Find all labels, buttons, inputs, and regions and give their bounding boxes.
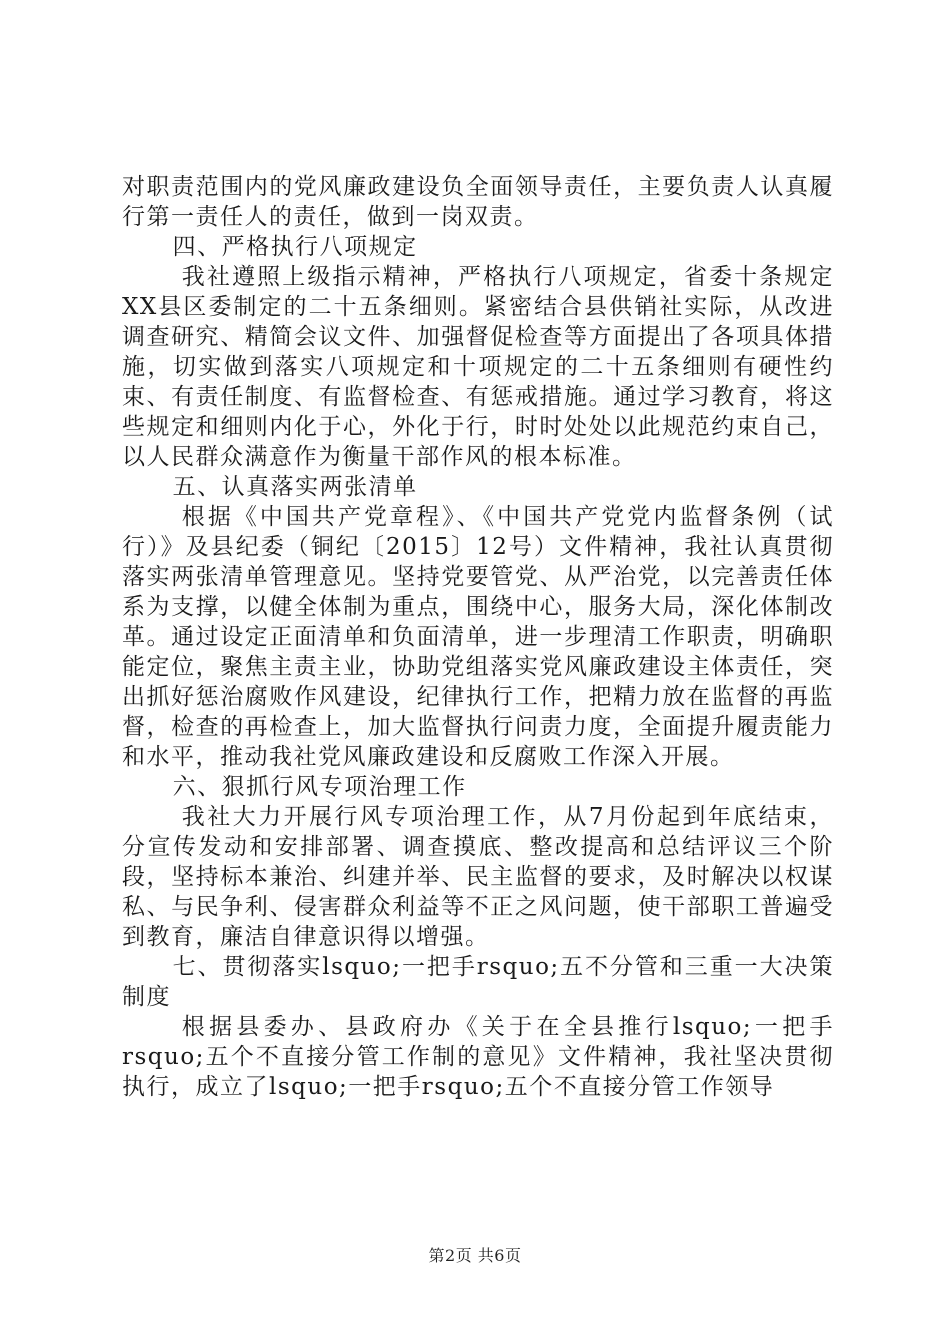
section-heading-5: 五、认真落实两张清单: [172, 474, 418, 500]
page-number-footer: 第2页 共6页: [428, 1246, 522, 1265]
section-heading-6: 六、狠抓行风专项治理工作: [172, 774, 467, 800]
paragraph-section-4: 我社遵照上级指示精神，严格执行八项规定，省委十条规定XX县区委制定的二十五条细则。紧密结合县供销社实际，从改进调查研究、精简会议文件、加强督促检查等方面提出了各项具体措施，切实做到落实八项规定和十项规定的二十五条细则有硬性约束、有责任制度、有监督检查、有惩戒措施。通过学习教育，将这些规定和细则内化于心，外化于行，时时处处以此规范约束自己，以人民群众满意作为衡量干部作风的根本标准。: [122, 264, 834, 470]
paragraph-section-7: 根据县委办、县政府办《关于在全县推行lsquo;一把手rsquo;五个不直接分管工作制的意见》文件精神，我社坚决贯彻执行，成立了lsquo;一把手rsquo;五个不直接分管工作领导: [122, 1014, 834, 1100]
paragraph-section-5: 根据《中国共产党章程》、《中国共产党党内监督条例（试行）》及县纪委（铜纪〔2015〕12号）文件精神，我社认真贯彻落实两张清单管理意见。坚持党要管党、从严治党，以完善责任体系为支撑，以健全体制为重点，围绕中心，服务大局，深化体制改革。通过设定正面清单和负面清单，进一步理清工作职责，明确职能定位，聚焦主责主业，协助党组落实党风廉政建设主体责任，突出抓好惩治腐败作风建设，纪律执行工作，把精力放在监督的再监督，检查的再检查上，加大监督执行问责力度，全面提升履责能力和水平，推动我社党风廉政建设和反腐败工作深入开展。: [122, 504, 834, 770]
section-heading-7: 七、贯彻落实lsquo;一把手rsquo;五不分管和三重一大决策制度: [122, 954, 834, 1010]
paragraph-continuation: 对职责范围内的党风廉政建设负全面领导责任，主要负责人认真履行第一责任人的责任，做到一岗双责。: [122, 174, 834, 230]
paragraph-section-6: 我社大力开展行风专项治理工作，从7月份起到年底结束，分宣传发动和安排部署、调查摸底、整改提高和总结评议三个阶段，坚持标本兼治、纠建并举、民主监督的要求，及时解决以权谋私、与民争利、侵害群众利益等不正之风问题，使干部职工普遍受到教育，廉洁自律意识得以增强。: [122, 804, 834, 950]
document-body: [122, 172, 834, 1102]
section-heading-4: 四、严格执行八项规定: [172, 234, 418, 260]
